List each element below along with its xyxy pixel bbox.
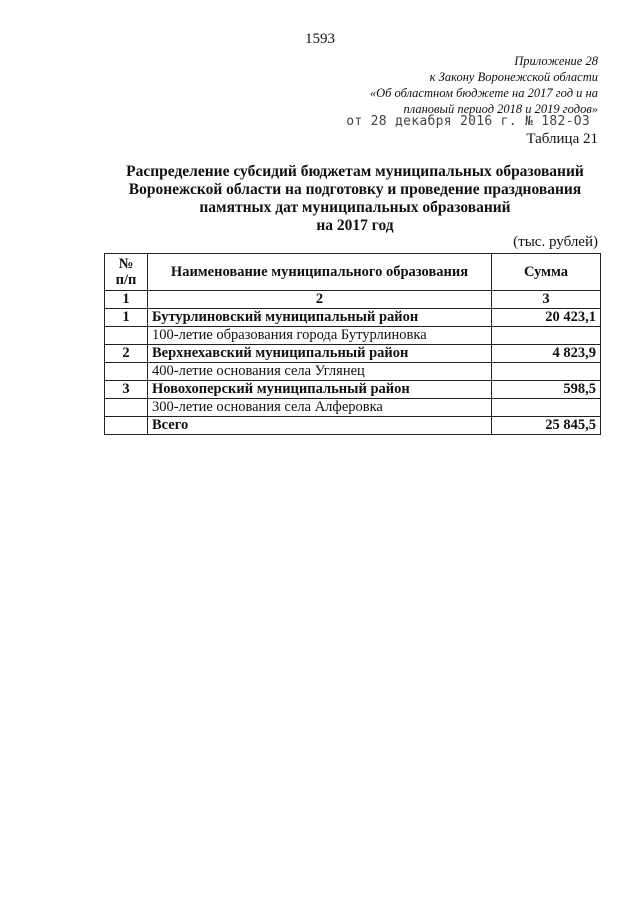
table-row <box>105 345 601 363</box>
appendix-line-3: «Об областном бюджете на 2017 год и на <box>369 86 598 100</box>
appendix-line-2: к Закону Воронежской области <box>429 70 598 84</box>
document-title <box>100 163 610 235</box>
table-subrow <box>105 363 601 381</box>
appendix-note <box>268 53 598 117</box>
subrow-num <box>105 363 148 381</box>
row-num: 1 <box>105 309 148 327</box>
page-number: 1593 <box>305 31 335 47</box>
subsidy-table <box>104 253 601 435</box>
subrow-sum <box>492 363 601 381</box>
title-line-4: на 2017 год <box>316 217 394 234</box>
subrow-event: 100-летие образования города Бутурлиновка <box>148 327 492 345</box>
col-number-2: 2 <box>148 291 492 309</box>
law-date-stamp: от 28 декабря 2016 г. № 182-ОЗ <box>346 114 590 129</box>
header-num-line-1: № <box>118 256 134 272</box>
header-sum: Сумма <box>492 254 601 291</box>
subrow-num <box>105 327 148 345</box>
row-sum: 598,5 <box>492 381 601 399</box>
row-num: 3 <box>105 381 148 399</box>
table-subrow <box>105 327 601 345</box>
table-header-row <box>105 254 601 291</box>
header-num <box>105 254 148 291</box>
table-row <box>105 309 601 327</box>
subrow-event: 400-летие основания села Углянец <box>148 363 492 381</box>
table-label: Таблица 21 <box>526 131 598 147</box>
appendix-line-4: плановый период 2018 и 2019 годов» <box>403 102 598 116</box>
column-numbers-row <box>105 291 601 309</box>
header-num-line-2: п/п <box>115 272 137 288</box>
unit-label: (тыс. рублей) <box>513 234 598 250</box>
subrow-num <box>105 399 148 417</box>
total-label: Всего <box>148 417 492 435</box>
subrow-sum <box>492 327 601 345</box>
title-line-3: памятных дат муниципальных образований <box>199 199 511 216</box>
col-number-1: 1 <box>105 291 148 309</box>
subrow-sum <box>492 399 601 417</box>
col-number-3: 3 <box>492 291 601 309</box>
total-num <box>105 417 148 435</box>
row-num: 2 <box>105 345 148 363</box>
table-row <box>105 381 601 399</box>
title-line-2: Воронежской области на подготовку и проведение празднования <box>128 181 582 198</box>
row-sum: 4 823,9 <box>492 345 601 363</box>
total-row <box>105 417 601 435</box>
header-name: Наименование муниципального образования <box>148 254 492 291</box>
subrow-event: 300-летие основания села Алферовка <box>148 399 492 417</box>
title-line-1: Распределение субсидий бюджетам муниципальных образований <box>126 163 584 180</box>
row-name: Верхнехавский муниципальный район <box>148 345 492 363</box>
row-name: Новохоперский муниципальный район <box>148 381 492 399</box>
row-sum: 20 423,1 <box>492 309 601 327</box>
appendix-line-1: Приложение 28 <box>514 54 598 68</box>
row-name: Бутурлиновский муниципальный район <box>148 309 492 327</box>
table-subrow <box>105 399 601 417</box>
total-sum: 25 845,5 <box>492 417 601 435</box>
